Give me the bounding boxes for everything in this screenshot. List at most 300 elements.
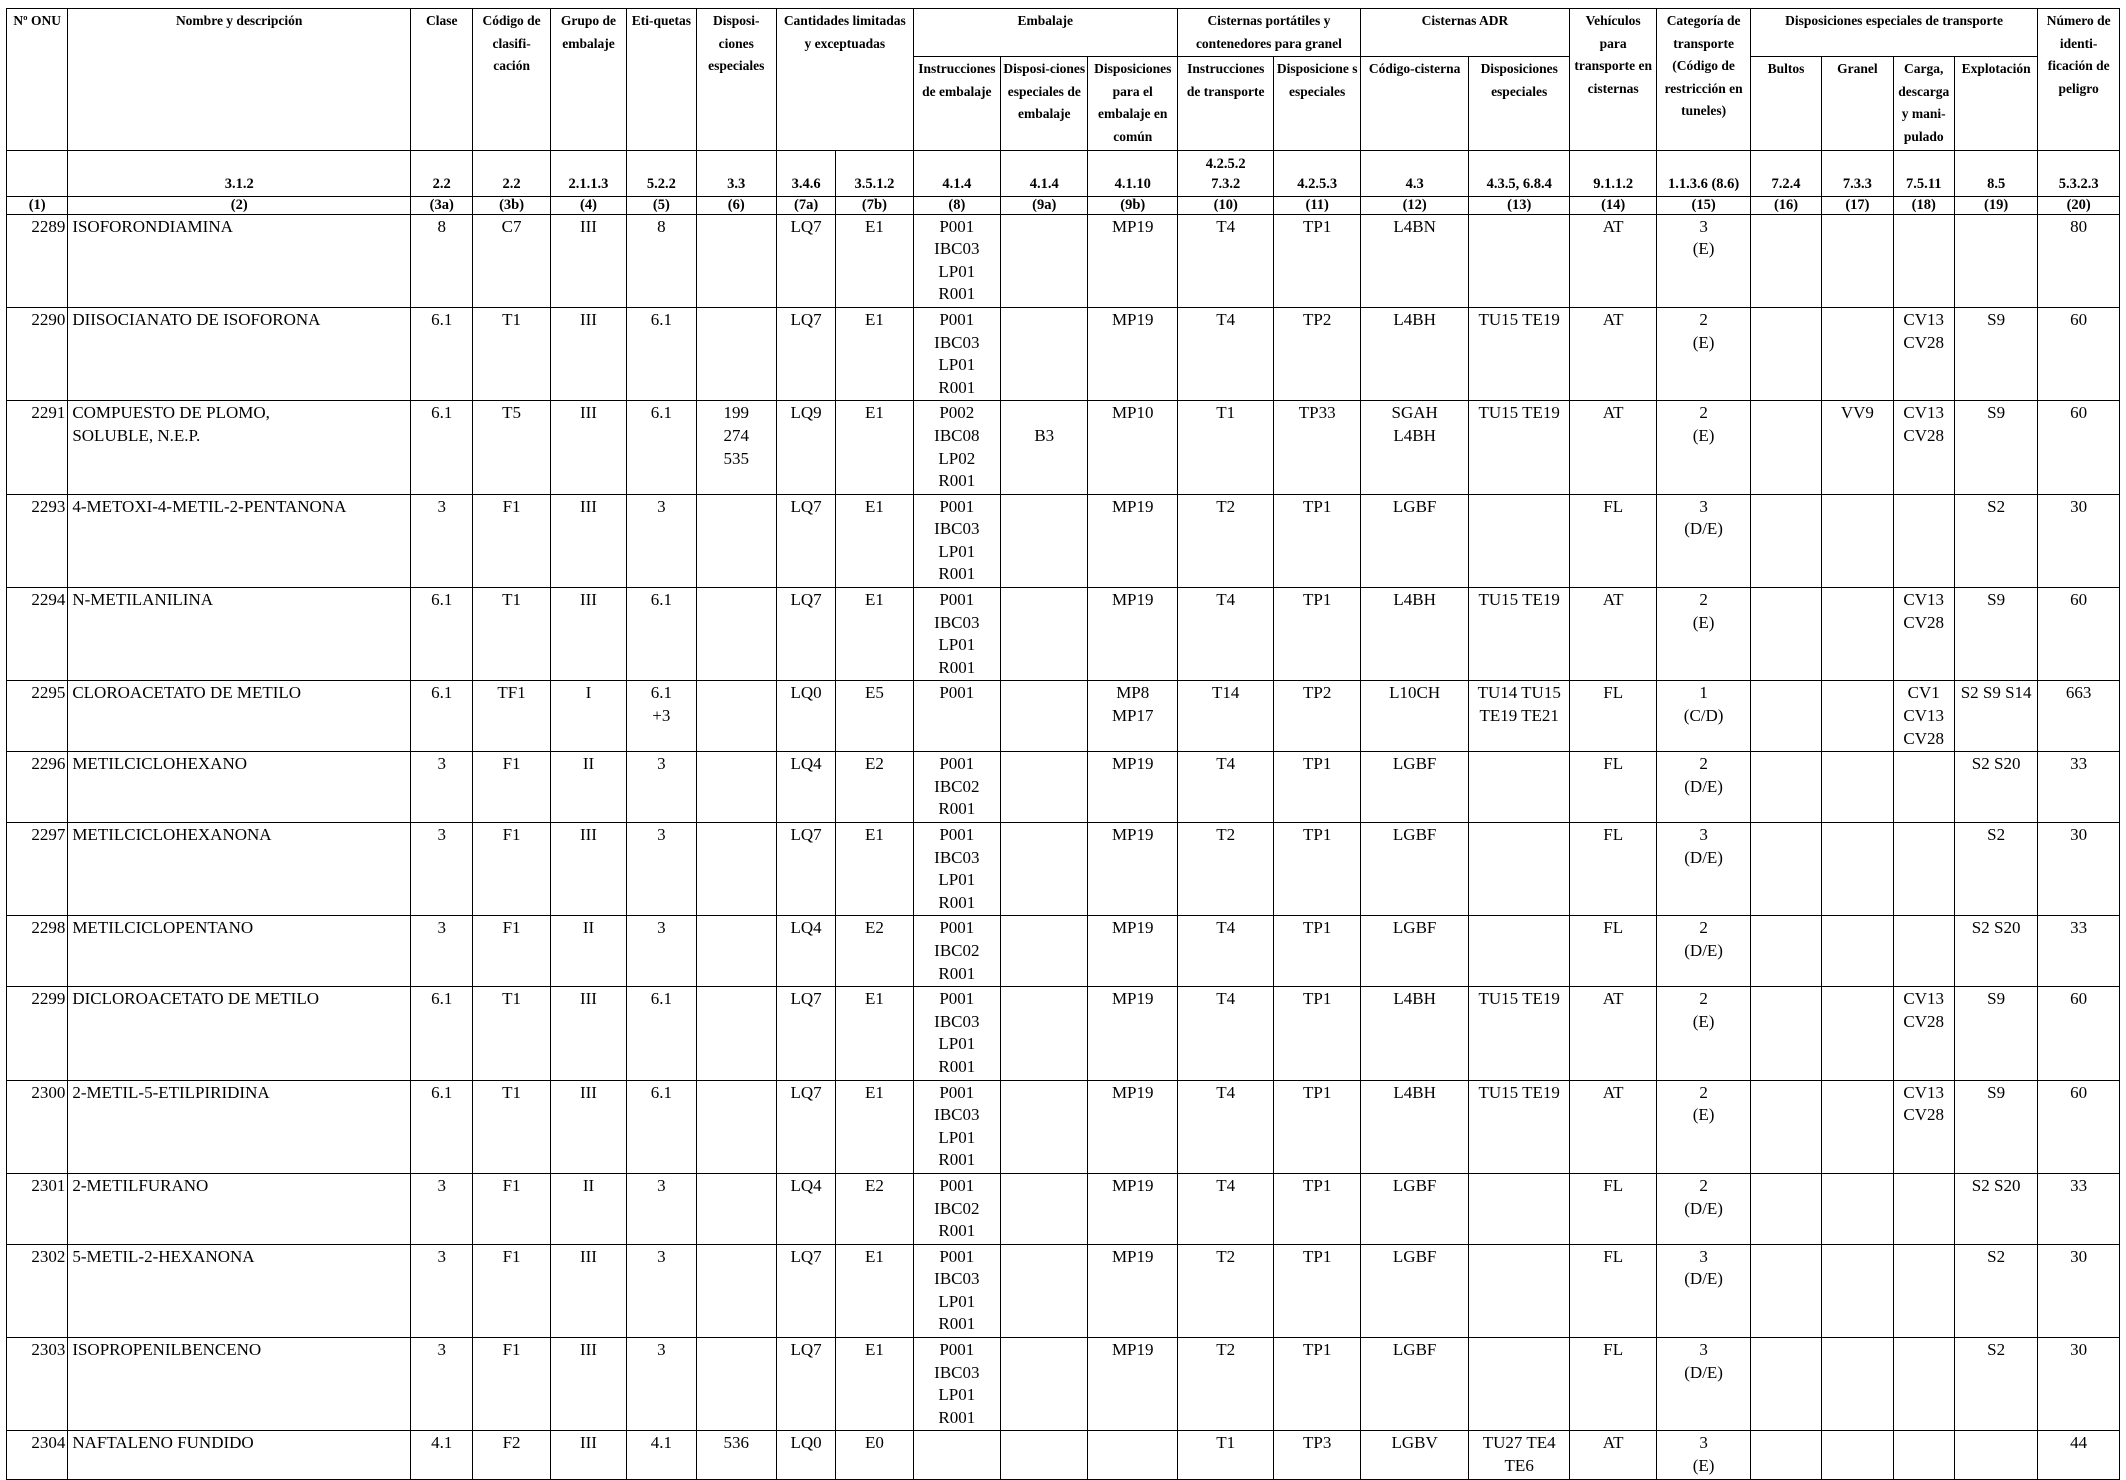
table-row — [7, 494, 2120, 587]
cell-transport-category — [1657, 307, 1750, 400]
cell-bulk — [1822, 494, 1893, 587]
cell-excepted-quantity: E1 — [836, 1338, 913, 1431]
cell-limited-quantity: LQ7 — [776, 214, 835, 307]
header-tank-special: Disposicione s especiales — [1274, 57, 1360, 150]
cell-line: (D/E) — [1684, 847, 1723, 867]
cell-hazard-id: 30 — [2038, 494, 2120, 587]
cell-class: 3 — [411, 1244, 473, 1337]
cell-operation: S2 S9 S14 — [1954, 681, 2037, 752]
cell-mixed-packing: MP19 — [1088, 1338, 1177, 1431]
cell-tank-special: TP1 — [1274, 1338, 1360, 1431]
cell-operation: S9 — [1954, 1080, 2037, 1173]
cell-class: 6.1 — [411, 1080, 473, 1173]
cell-adr-tank-special — [1469, 214, 1570, 307]
cell-tank-special: TP1 — [1274, 752, 1360, 823]
cell-adr-tank-special — [1469, 916, 1570, 987]
cell-classification-code: F1 — [473, 1338, 550, 1431]
cell-class: 6.1 — [411, 401, 473, 494]
header-column-number: (8) — [913, 196, 1000, 214]
cell-packages — [1750, 752, 1821, 823]
cell-line: P001 — [939, 825, 975, 844]
cell-packing-instructions — [913, 401, 1000, 494]
cell-excepted-quantity: E1 — [836, 494, 913, 587]
header-column-number: (13) — [1469, 196, 1570, 214]
cell-adr-tank-special — [1469, 1244, 1570, 1337]
cell-line: 7.3.2 — [1211, 175, 1241, 192]
table-row — [7, 681, 2120, 752]
cell-tank-code: L4BH — [1360, 987, 1469, 1080]
cell-adr-tank-special — [1469, 752, 1570, 823]
cell-classification-code: TF1 — [473, 681, 550, 752]
cell-bulk — [1822, 588, 1893, 681]
cell-class: 3 — [411, 494, 473, 587]
cell-hazard-id: 30 — [2038, 1338, 2120, 1431]
header-column-number: (9a) — [1001, 196, 1088, 214]
cell-line: R001 — [938, 799, 976, 819]
cell-limited-quantity: LQ9 — [776, 401, 835, 494]
table-header — [7, 9, 2120, 215]
cell-name: ISOFORONDIAMINA — [68, 214, 411, 307]
cell-loading — [1893, 1080, 1954, 1173]
cell-line: LP01 — [938, 355, 976, 375]
cell-class: 3 — [411, 752, 473, 823]
header-packing-instructions: Instrucciones de embalaje — [913, 57, 1000, 150]
cell-special-provisions — [696, 681, 776, 752]
cell-tank-special: TP2 — [1274, 307, 1360, 400]
cell-line: CV28 — [1903, 1011, 1945, 1031]
cell-un-number: 2298 — [7, 916, 68, 987]
cell-line: IBC03 — [934, 239, 980, 259]
cell-tank-vehicle: AT — [1569, 1080, 1656, 1173]
cell-bulk — [1822, 916, 1893, 987]
cell-line: IBC08 — [934, 425, 980, 445]
cell-tank-instructions: T2 — [1177, 823, 1273, 916]
cell-line: 2 — [1699, 918, 1708, 938]
cell-packing-special — [1001, 752, 1088, 823]
header-column-number: (1) — [7, 196, 68, 214]
cell-classification-code: F1 — [473, 823, 550, 916]
cell-limited-quantity: LQ7 — [776, 1080, 835, 1173]
cell-excepted-quantity: E2 — [836, 1173, 913, 1244]
header-packages: Bultos — [1750, 57, 1821, 150]
cell-classification-code: F1 — [473, 494, 550, 587]
cell-tank-code: LGBF — [1360, 1244, 1469, 1337]
cell-line: R001 — [938, 1314, 976, 1334]
cell-packages — [1750, 681, 1821, 752]
cell-limited-quantity: LQ7 — [776, 823, 835, 916]
cell-line: 199 — [723, 403, 749, 423]
cell-operation: S2 S20 — [1954, 916, 2037, 987]
header-column-number: (11) — [1274, 196, 1360, 214]
dangerous-goods-table — [6, 8, 2120, 1480]
cell-hazard-id: 60 — [2038, 1080, 2120, 1173]
cell-limited-quantity: LQ0 — [776, 681, 835, 752]
cell-tank-instructions: T1 — [1177, 1431, 1273, 1479]
header-reference: 4.3 — [1360, 150, 1469, 196]
cell-special-provisions — [696, 494, 776, 587]
cell-packing-group: II — [550, 752, 626, 823]
cell-tank-instructions: T2 — [1177, 1244, 1273, 1337]
cell-limited-quantity: LQ0 — [776, 1431, 835, 1479]
cell-transport-category — [1657, 1173, 1750, 1244]
cell-classification-code: F1 — [473, 916, 550, 987]
cell-line: CV28 — [1903, 332, 1945, 352]
header-class: Clase — [411, 9, 473, 151]
cell-line: (D/E) — [1684, 1198, 1723, 1218]
header-classification-code: Código de clasifi-cación — [473, 9, 550, 151]
cell-tank-vehicle: AT — [1569, 401, 1656, 494]
cell-hazard-id: 60 — [2038, 401, 2120, 494]
header-reference: 4.1.4 — [1001, 150, 1088, 196]
header-limited-quantities: Cantidades limitadas y exceptuadas — [776, 9, 913, 151]
cell-packing-group: II — [550, 1173, 626, 1244]
cell-tank-vehicle: FL — [1569, 1338, 1656, 1431]
cell-mixed-packing: MP10 — [1088, 401, 1177, 494]
cell-packing-group: III — [550, 987, 626, 1080]
cell-packing-group: III — [550, 494, 626, 587]
header-reference: 4.1.10 — [1088, 150, 1177, 196]
cell-transport-category — [1657, 588, 1750, 681]
cell-mixed-packing: MP19 — [1088, 752, 1177, 823]
header-row-top — [7, 9, 2120, 57]
header-special-provisions: Disposi-ciones especiales — [696, 9, 776, 151]
cell-line: IBC03 — [934, 332, 980, 352]
cell-line: CV28 — [1903, 425, 1945, 445]
header-column-number: (18) — [1893, 196, 1954, 214]
cell-mixed-packing — [1088, 1431, 1177, 1479]
cell-packages — [1750, 1431, 1821, 1479]
cell-limited-quantity: LQ4 — [776, 752, 835, 823]
cell-adr-tank-special — [1469, 494, 1570, 587]
cell-line: IBC03 — [934, 1362, 980, 1382]
cell-loading — [1893, 1244, 1954, 1337]
cell-hazard-id: 33 — [2038, 752, 2120, 823]
cell-line: CV1 — [1907, 683, 1940, 703]
header-transport-category: Categoría de transporte (Código de restricción en tuneles) — [1657, 9, 1750, 151]
cell-operation: S9 — [1954, 987, 2037, 1080]
cell-limited-quantity: LQ4 — [776, 916, 835, 987]
cell-line: 2 — [1699, 590, 1708, 610]
cell-hazard-id: 663 — [2038, 681, 2120, 752]
cell-transport-category — [1657, 1338, 1750, 1431]
cell-line: P001 — [939, 1246, 975, 1266]
cell-packing-instructions — [913, 494, 1000, 587]
cell-line: TE19 TE21 — [1479, 706, 1559, 726]
cell-limited-quantity: LQ7 — [776, 494, 835, 587]
cell-line: (D/E) — [1684, 519, 1723, 539]
cell-labels: 6.1 — [627, 588, 696, 681]
cell-excepted-quantity: E1 — [836, 823, 913, 916]
cell-line: P001 — [939, 590, 975, 610]
cell-special-provisions — [696, 916, 776, 987]
cell-packing-special — [1001, 588, 1088, 681]
cell-tank-code: L4BH — [1360, 1080, 1469, 1173]
cell-mixed-packing: MP19 — [1088, 987, 1177, 1080]
cell-packing-special — [1001, 1244, 1088, 1337]
cell-bulk — [1822, 752, 1893, 823]
cell-line: P001 — [939, 1082, 975, 1102]
cell-line: LP01 — [938, 635, 976, 655]
cell-line: 274 — [723, 425, 749, 445]
cell-classification-code: F2 — [473, 1431, 550, 1479]
cell-packing-special — [1001, 1173, 1088, 1244]
cell-line: 2 — [1699, 309, 1708, 329]
cell-tank-code: LGBV — [1360, 1431, 1469, 1479]
cell-line: CV13 — [1903, 706, 1945, 726]
cell-bulk — [1822, 214, 1893, 307]
header-reference: 5.2.2 — [627, 150, 696, 196]
cell-packing-instructions — [913, 987, 1000, 1080]
cell-name: METILCICLOHEXANO — [68, 752, 411, 823]
cell-classification-code: F1 — [473, 752, 550, 823]
cell-labels — [627, 681, 696, 752]
cell-loading — [1893, 752, 1954, 823]
cell-un-number: 2299 — [7, 987, 68, 1080]
cell-name: METILCICLOPENTANO — [68, 916, 411, 987]
cell-packing-instructions — [913, 752, 1000, 823]
cell-packages — [1750, 916, 1821, 987]
cell-excepted-quantity: E1 — [836, 307, 913, 400]
cell-loading — [1893, 588, 1954, 681]
cell-excepted-quantity: E1 — [836, 1080, 913, 1173]
header-reference: 4.2.5.3 — [1274, 150, 1360, 196]
cell-excepted-quantity: E5 — [836, 681, 913, 752]
cell-bulk — [1822, 681, 1893, 752]
cell-hazard-id: 44 — [2038, 1431, 2120, 1479]
cell-loading — [1893, 307, 1954, 400]
cell-classification-code: T1 — [473, 307, 550, 400]
table-row — [7, 401, 2120, 494]
cell-line: IBC03 — [934, 1105, 980, 1125]
cell-hazard-id: 60 — [2038, 588, 2120, 681]
cell-line: 2 — [1699, 1175, 1708, 1195]
cell-transport-category — [1657, 916, 1750, 987]
cell-tank-instructions: T2 — [1177, 1338, 1273, 1431]
cell-packing-instructions: P001 — [913, 681, 1000, 752]
cell-operation: S2 — [1954, 1244, 2037, 1337]
cell-limited-quantity: LQ7 — [776, 1244, 835, 1337]
cell-line: R001 — [938, 892, 976, 912]
cell-packing-instructions — [913, 1244, 1000, 1337]
cell-line: IBC02 — [934, 940, 980, 960]
cell-un-number: 2304 — [7, 1431, 68, 1479]
header-packaging-group: Embalaje — [913, 9, 1177, 57]
cell-packages — [1750, 823, 1821, 916]
header-tank-vehicles: Vehículos para transporte en cisternas — [1569, 9, 1656, 151]
cell-bulk — [1822, 1338, 1893, 1431]
cell-operation: S9 — [1954, 307, 2037, 400]
cell-classification-code: T1 — [473, 1080, 550, 1173]
cell-transport-category — [1657, 494, 1750, 587]
cell-un-number: 2297 — [7, 823, 68, 916]
header-reference: 7.3.3 — [1822, 150, 1893, 196]
cell-line: LP01 — [938, 870, 976, 890]
cell-loading — [1893, 1338, 1954, 1431]
cell-adr-tank-special — [1469, 681, 1570, 752]
cell-name: 2-METIL-5-ETILPIRIDINA — [68, 1080, 411, 1173]
cell-packages — [1750, 401, 1821, 494]
header-reference: 8.5 — [1954, 150, 2037, 196]
cell-mixed-packing: MP19 — [1088, 1080, 1177, 1173]
cell-loading — [1893, 401, 1954, 494]
cell-line: R001 — [938, 963, 976, 983]
cell-tank-vehicle: FL — [1569, 752, 1656, 823]
cell-line: 4.2.5.2 — [1205, 155, 1246, 172]
header-column-number: (3b) — [473, 196, 550, 214]
cell-un-number: 2296 — [7, 752, 68, 823]
cell-loading — [1893, 681, 1954, 752]
cell-limited-quantity: LQ7 — [776, 307, 835, 400]
cell-tank-instructions: T4 — [1177, 1080, 1273, 1173]
cell-operation — [1954, 214, 2037, 307]
header-reference: 2.2 — [473, 150, 550, 196]
cell-packing-instructions — [913, 1080, 1000, 1173]
cell-adr-tank-special: TU15 TE19 — [1469, 401, 1570, 494]
cell-line: SGAH — [1391, 403, 1438, 423]
header-column-number: (17) — [1822, 196, 1893, 214]
cell-classification-code: F1 — [473, 1173, 550, 1244]
cell-tank-instructions: T1 — [1177, 401, 1273, 494]
cell-adr-tank-special: TU15 TE19 — [1469, 588, 1570, 681]
cell-packing-group: III — [550, 823, 626, 916]
cell-special-provisions — [696, 752, 776, 823]
header-adr-tank-special: Disposiciones especiales — [1469, 57, 1570, 150]
cell-classification-code: T1 — [473, 588, 550, 681]
cell-labels: 3 — [627, 1244, 696, 1337]
cell-line: 3 — [1699, 216, 1708, 236]
cell-excepted-quantity: E1 — [836, 588, 913, 681]
cell-mixed-packing — [1088, 681, 1177, 752]
cell-line: P001 — [939, 989, 975, 1009]
cell-operation: S2 — [1954, 1338, 2037, 1431]
table-row — [7, 987, 2120, 1080]
table-row — [7, 214, 2120, 307]
cell-bulk: VV9 — [1822, 401, 1893, 494]
header-column-number: (3a) — [411, 196, 473, 214]
header-column-number: (7b) — [836, 196, 913, 214]
cell-packages — [1750, 1338, 1821, 1431]
cell-line: IBC03 — [934, 847, 980, 867]
cell-adr-tank-special — [1469, 1431, 1570, 1479]
cell-line: P001 — [939, 309, 975, 329]
header-reference: 9.1.1.2 — [1569, 150, 1656, 196]
cell-packing-special — [1001, 214, 1088, 307]
header-column-number: (19) — [1954, 196, 2037, 214]
cell-un-number: 2300 — [7, 1080, 68, 1173]
cell-mixed-packing: MP19 — [1088, 823, 1177, 916]
cell-transport-category — [1657, 1431, 1750, 1479]
cell-line: CV13 — [1903, 989, 1945, 1009]
cell-line: IBC02 — [934, 776, 980, 796]
cell-line: 3 — [1699, 1340, 1708, 1360]
cell-bulk — [1822, 1080, 1893, 1173]
cell-line: IBC02 — [934, 1198, 980, 1218]
cell-bulk — [1822, 307, 1893, 400]
cell-line: 6.1 — [650, 683, 672, 703]
cell-hazard-id: 33 — [2038, 1173, 2120, 1244]
cell-line: LP01 — [938, 541, 976, 561]
cell-mixed-packing: MP19 — [1088, 214, 1177, 307]
cell-tank-instructions: T4 — [1177, 752, 1273, 823]
cell-packages — [1750, 987, 1821, 1080]
cell-line: IBC03 — [934, 612, 980, 632]
cell-packing-special — [1001, 987, 1088, 1080]
cell-line: P001 — [939, 754, 975, 774]
cell-packing-special — [1001, 1431, 1088, 1479]
cell-tank-special: TP1 — [1274, 1244, 1360, 1337]
header-references-row — [7, 150, 2120, 196]
cell-line: (E) — [1692, 1105, 1715, 1125]
cell-packages — [1750, 307, 1821, 400]
cell-line: (D/E) — [1684, 1269, 1723, 1289]
cell-tank-special: TP2 — [1274, 681, 1360, 752]
cell-mixed-packing: MP19 — [1088, 1173, 1177, 1244]
header-reference: 1.1.3.6 (8.6) — [1657, 150, 1750, 196]
cell-special-provisions — [696, 1080, 776, 1173]
cell-class: 8 — [411, 214, 473, 307]
cell-packing-group: III — [550, 588, 626, 681]
header-packing-special: Disposi-ciones especiales de embalaje — [1001, 57, 1088, 150]
cell-tank-vehicle: FL — [1569, 681, 1656, 752]
header-tank-code: Código-cisterna — [1360, 57, 1469, 150]
header-un-number: Nº ONU — [7, 9, 68, 151]
cell-special-provisions — [696, 987, 776, 1080]
cell-labels: 3 — [627, 1173, 696, 1244]
cell-line: MP17 — [1111, 706, 1154, 726]
header-reference — [1177, 150, 1273, 196]
cell-adr-tank-special: TU15 TE19 — [1469, 307, 1570, 400]
cell-line: IBC03 — [934, 1011, 980, 1031]
header-reference: 3.3 — [696, 150, 776, 196]
cell-labels: 4.1 — [627, 1431, 696, 1479]
cell-line: CV13 — [1903, 1082, 1945, 1102]
cell-line: R001 — [938, 377, 976, 397]
cell-loading — [1893, 823, 1954, 916]
header-reference: 5.3.2.3 — [2038, 150, 2120, 196]
cell-transport-category — [1657, 987, 1750, 1080]
header-reference: 4.1.4 — [913, 150, 1000, 196]
cell-labels: 6.1 — [627, 987, 696, 1080]
header-bulk: Granel — [1822, 57, 1893, 150]
cell-classification-code: T1 — [473, 987, 550, 1080]
cell-hazard-id: 30 — [2038, 1244, 2120, 1337]
header-column-number: (4) — [550, 196, 626, 214]
header-column-numbers-row — [7, 196, 2120, 214]
cell-name: ISOPROPENILBENCENO — [68, 1338, 411, 1431]
cell-mixed-packing: MP19 — [1088, 588, 1177, 681]
cell-loading — [1893, 987, 1954, 1080]
cell-packing-group: III — [550, 214, 626, 307]
cell-mixed-packing: MP19 — [1088, 307, 1177, 400]
cell-transport-category — [1657, 681, 1750, 752]
cell-tank-vehicle: AT — [1569, 987, 1656, 1080]
cell-adr-tank-special: TU15 TE19 — [1469, 1080, 1570, 1173]
cell-adr-tank-special — [1469, 1338, 1570, 1431]
cell-bulk — [1822, 823, 1893, 916]
cell-excepted-quantity: E1 — [836, 987, 913, 1080]
cell-line: R001 — [938, 1407, 976, 1427]
cell-line: CV13 — [1903, 309, 1945, 329]
cell-transport-category — [1657, 752, 1750, 823]
cell-un-number: 2293 — [7, 494, 68, 587]
cell-excepted-quantity: E1 — [836, 401, 913, 494]
cell-class: 6.1 — [411, 588, 473, 681]
cell-tank-instructions: T4 — [1177, 1173, 1273, 1244]
cell-packages — [1750, 494, 1821, 587]
cell-tank-vehicle: AT — [1569, 214, 1656, 307]
cell-line: (E) — [1692, 239, 1715, 259]
cell-labels: 6.1 — [627, 307, 696, 400]
